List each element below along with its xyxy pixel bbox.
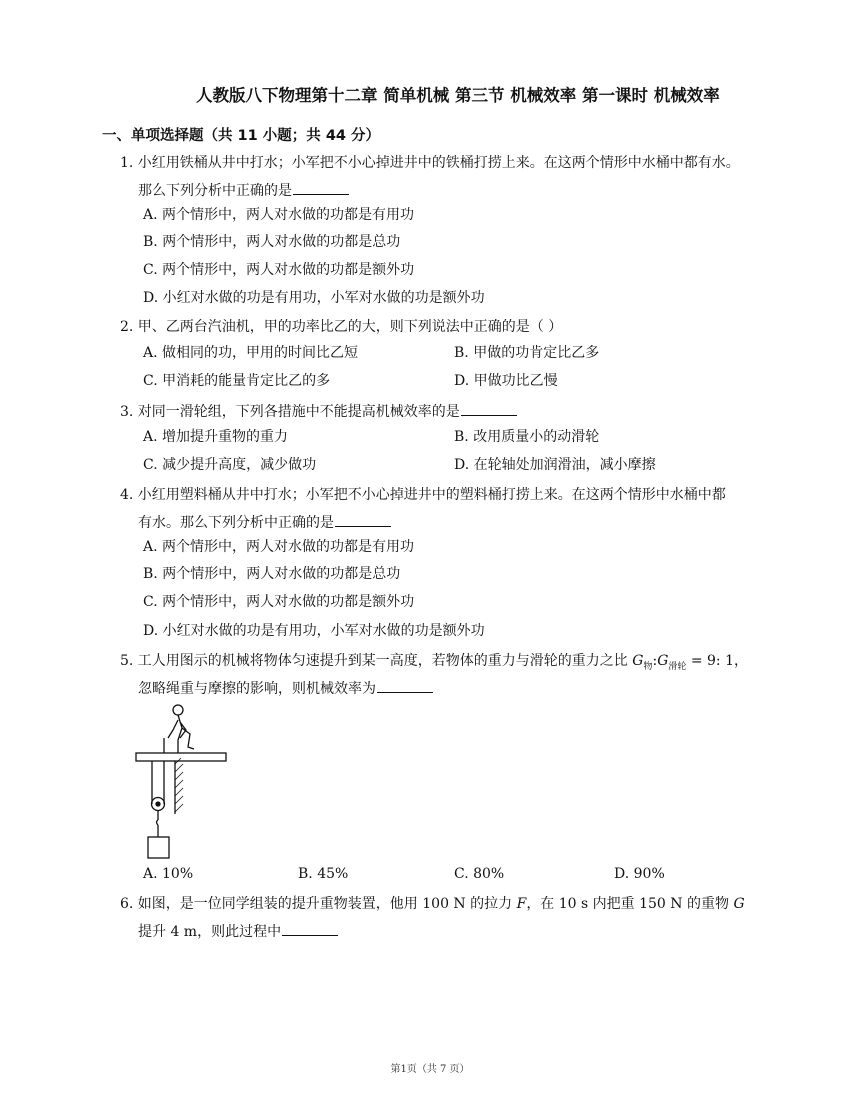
q2-stem: 2. 甲、乙两台汽油机，甲的功率比乙的大，则下列说法中正确的是（ ） xyxy=(120,319,563,335)
section-heading: 一、单项选择题（共 11 小题；共 44 分） xyxy=(102,128,381,144)
q4-stem-line2 xyxy=(138,513,391,532)
q2-option-d: D. 甲做功比乙慢 xyxy=(454,373,558,389)
q6-stem-text-2: 提升 4 m，则此过程中 xyxy=(138,924,282,940)
q5-answer-blank xyxy=(377,679,433,693)
hook xyxy=(157,820,159,825)
q5-option-a: A. 10% xyxy=(143,866,194,882)
q5-pulley-figure xyxy=(128,700,238,865)
q2-option-c: C. 甲消耗的能量肯定比乙的多 xyxy=(143,373,331,389)
q5-stem-line2 xyxy=(138,679,433,698)
q4-stem-line1: 4. 小红用塑料桶从井中打水；小军把不小心掉进井中的塑料桶打捞上来。在这两个情形中水桶中都 xyxy=(120,487,726,503)
q6-answer-blank xyxy=(282,922,338,936)
q3-option-d: D. 在轮轴处加润滑油，减小摩擦 xyxy=(454,457,656,473)
q4-option-c: C. 两个情形中，两人对水做的功都是额外功 xyxy=(143,594,415,610)
q5-g-symbol-1: G xyxy=(632,653,644,669)
q5-ratio: = 9: 1， xyxy=(690,653,749,669)
worker-body xyxy=(168,715,194,753)
q4-option-a: A. 两个情形中，两人对水做的功都是有用功 xyxy=(143,539,415,555)
q1-stem-line2 xyxy=(138,181,349,200)
q1-option-d: D. 小红对水做的功是有用功，小军对水做的功是额外功 xyxy=(143,290,485,306)
q5-sub-object: 物 xyxy=(643,661,653,672)
q6-weight-symbol: G xyxy=(733,896,745,912)
page-footer: 第1页（共 7 页） xyxy=(390,1064,470,1075)
q5-stem-text-2: 忽略绳重与摩擦的影响，则机械效率为 xyxy=(138,681,376,697)
q3-option-b: B. 改用质量小的动滑轮 xyxy=(454,429,600,445)
q5-stem-text: 5. 工人用图示的机械将物体匀速提升到某一高度，若物体的重力与滑轮的重力之比 xyxy=(120,653,628,669)
q3-option-c: C. 减少提升高度，减少做功 xyxy=(143,457,317,473)
q1-option-b: B. 两个情形中，两人对水做的功都是总功 xyxy=(143,234,401,250)
q1-stem-line1: 1. 小红用铁桶从井中打水；小军把不小心掉进井中的铁桶打捞上来。在这两个情形中水桶中都有水。 xyxy=(120,155,740,171)
q5-g-symbol-2: G xyxy=(657,653,669,669)
q1-answer-blank xyxy=(293,181,349,195)
q4-answer-blank xyxy=(335,513,391,527)
q1-option-c: C. 两个情形中，两人对水做的功都是额外功 xyxy=(143,262,415,278)
q4-option-d: D. 小红对水做的功是有用功，小军对水做的功是额外功 xyxy=(143,623,485,639)
q6-stem-part2: ，在 10 s 内把重 150 N 的重物 xyxy=(526,896,729,912)
q6-force-symbol: F xyxy=(516,896,527,912)
weight-block xyxy=(148,837,169,858)
q4-stem-text: 有水。那么下列分析中正确的是 xyxy=(138,515,334,531)
q1-option-a: A. 两个情形中，两人对水做的功都是有用功 xyxy=(143,207,415,223)
q3-stem-line xyxy=(120,402,517,421)
q3-answer-blank xyxy=(461,402,517,416)
q2-option-a: A. 做相同的功，甲用的时间比乙短 xyxy=(143,345,359,361)
q3-stem: 3. 对同一滑轮组，下列各措施中不能提高机械效率的是 xyxy=(120,404,460,420)
q6-stem-line2 xyxy=(138,922,338,941)
q3-option-a: A. 增加提升重物的重力 xyxy=(143,429,289,445)
page-title: 人教版八下物理第十二章 简单机械 第三节 机械效率 第一课时 机械效率 xyxy=(196,86,720,105)
pulley-axle xyxy=(156,802,160,806)
worker-head xyxy=(173,705,183,715)
platform xyxy=(136,753,226,761)
q6-stem-line1 xyxy=(120,895,745,913)
q1-stem-text: 那么下列分析中正确的是 xyxy=(138,183,292,199)
q6-stem-part1: 6. 如图，是一位同学组装的提升重物装置，他用 100 N 的拉力 xyxy=(120,896,513,912)
q5-sub-pulley: 滑轮 xyxy=(668,661,687,672)
wall-hatching xyxy=(175,758,195,812)
q4-option-b: B. 两个情形中，两人对水做的功都是总功 xyxy=(143,566,401,582)
q5-stem-line1: 5. 工人用图示的机械将物体匀速提升到某一高度，若物体的重力与滑轮的重力之比 $G_物:G_{滑轮} = 9$: 1， xyxy=(120,653,749,672)
q2-option-b: B. 甲做的功肯定比乙多 xyxy=(454,345,600,361)
q5-option-d: D. 90% xyxy=(614,866,665,882)
q5-option-c: C. 80% xyxy=(454,866,505,882)
q5-option-b: B. 45% xyxy=(298,866,349,882)
